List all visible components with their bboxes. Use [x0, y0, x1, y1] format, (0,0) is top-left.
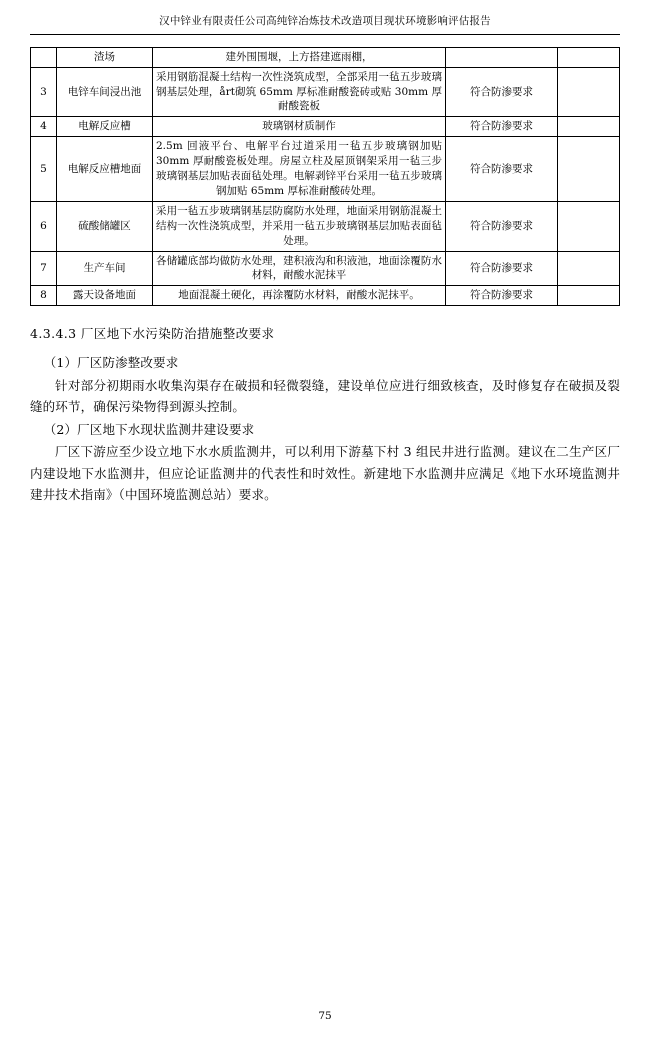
subsection-1-title: （1）厂区防渗整改要求 — [43, 355, 179, 371]
cell-desc: 建外围围堰，上方搭建遮雨棚， — [153, 47, 446, 67]
table-row — [31, 117, 620, 137]
cell-no — [31, 47, 57, 67]
cell-remark — [558, 201, 620, 251]
page-number: 75 — [318, 1010, 332, 1022]
cell-no: 6 — [31, 201, 57, 251]
cell-conclusion: 符合防渗要求 — [446, 137, 558, 202]
cell-desc: 采用一毡五步玻璃钢基层防腐防水处理，地面采用钢筋混凝土结构一次性浇筑成型，并采用一毡五步玻璃钢基层加贴表面毡处理。 — [153, 201, 446, 251]
cell-desc: 2.5m 回液平台、电解平台过道采用一毡五步玻璃钢加贴 30mm 厚耐酸瓷板处理。房屋立柱及屋顶钢架采用一毡三步玻璃钢基层加贴表面毡处理。电解剥锌平台采用一毡五步玻璃钢加贴 65mm 厚标准耐酸砖处理。 — [153, 137, 446, 202]
section-heading: 4.3.4.3 厂区地下水污染防治措施整改要求 — [30, 326, 275, 342]
anti-seepage-measures-table — [30, 47, 620, 307]
cell-conclusion: 符合防渗要求 — [446, 117, 558, 137]
cell-remark — [558, 47, 620, 67]
subsection-2-text: 厂区下游应至少设立地下水水质监测井，可以利用下游墓下村 3 组民井进行监测。建议在二生产区厂内建设地下水监测井，但应论证监测井的代表性和时效性。新建地下水监测井应满足《地下水环境监测井建井技术指南》（中国环境监测总站）要求。 — [30, 444, 620, 503]
document-header — [30, 14, 620, 34]
table-row — [31, 67, 620, 117]
cell-no: 8 — [31, 286, 57, 306]
cell-desc: 各储罐底部均做防水处理，建积液沟和积液池，地面涂覆防水材料，耐酸水泥抹平 — [153, 251, 446, 286]
cell-name: 渣场 — [57, 47, 153, 67]
cell-conclusion: 符合防渗要求 — [446, 286, 558, 306]
cell-conclusion: 符合防渗要求 — [446, 67, 558, 117]
cell-name: 电解反应槽地面 — [57, 137, 153, 202]
cell-no: 4 — [31, 117, 57, 137]
cell-conclusion: 符合防渗要求 — [446, 251, 558, 286]
cell-no: 7 — [31, 251, 57, 286]
subsection-1-text: 针对部分初期雨水收集沟渠存在破损和轻微裂缝，建设单位应进行细致核查，及时修复存在破损及裂缝的环节，确保污染物得到源头控制。 — [30, 377, 620, 415]
table-row — [31, 251, 620, 286]
subsection-2-title: （2）厂区地下水现状监测井建设要求 — [43, 421, 255, 437]
cell-desc: 玻璃钢材质制作 — [153, 117, 446, 137]
cell-no: 3 — [31, 67, 57, 117]
table-row — [31, 137, 620, 202]
cell-remark — [558, 67, 620, 117]
header-divider — [30, 34, 620, 35]
cell-desc: 采用钢筋混凝土结构一次性浇筑成型，全部采用一毡五步玻璃钢基层处理，årt砌筑 65mm 厚标准耐酸瓷砖或贴 30mm 厚耐酸瓷板 — [153, 67, 446, 117]
cell-no: 5 — [31, 137, 57, 202]
cell-desc: 地面混凝土硬化，再涂覆防水材料，耐酸水泥抹平。 — [153, 286, 446, 306]
table-row — [31, 201, 620, 251]
cell-name: 电锌车间浸出池 — [57, 67, 153, 117]
cell-name: 硫酸储罐区 — [57, 201, 153, 251]
header-title: 汉中锌业有限责任公司高纯锌冶炼技术改造项目现状环境影响评估报告 — [159, 15, 491, 27]
cell-conclusion: 符合防渗要求 — [446, 201, 558, 251]
table-row — [31, 286, 620, 306]
cell-remark — [558, 286, 620, 306]
cell-conclusion — [446, 47, 558, 67]
table-row — [31, 47, 620, 67]
cell-remark — [558, 137, 620, 202]
cell-name: 电解反应槽 — [57, 117, 153, 137]
cell-remark — [558, 251, 620, 286]
cell-name: 生产车间 — [57, 251, 153, 286]
cell-remark — [558, 117, 620, 137]
cell-name: 露天设备地面 — [57, 286, 153, 306]
